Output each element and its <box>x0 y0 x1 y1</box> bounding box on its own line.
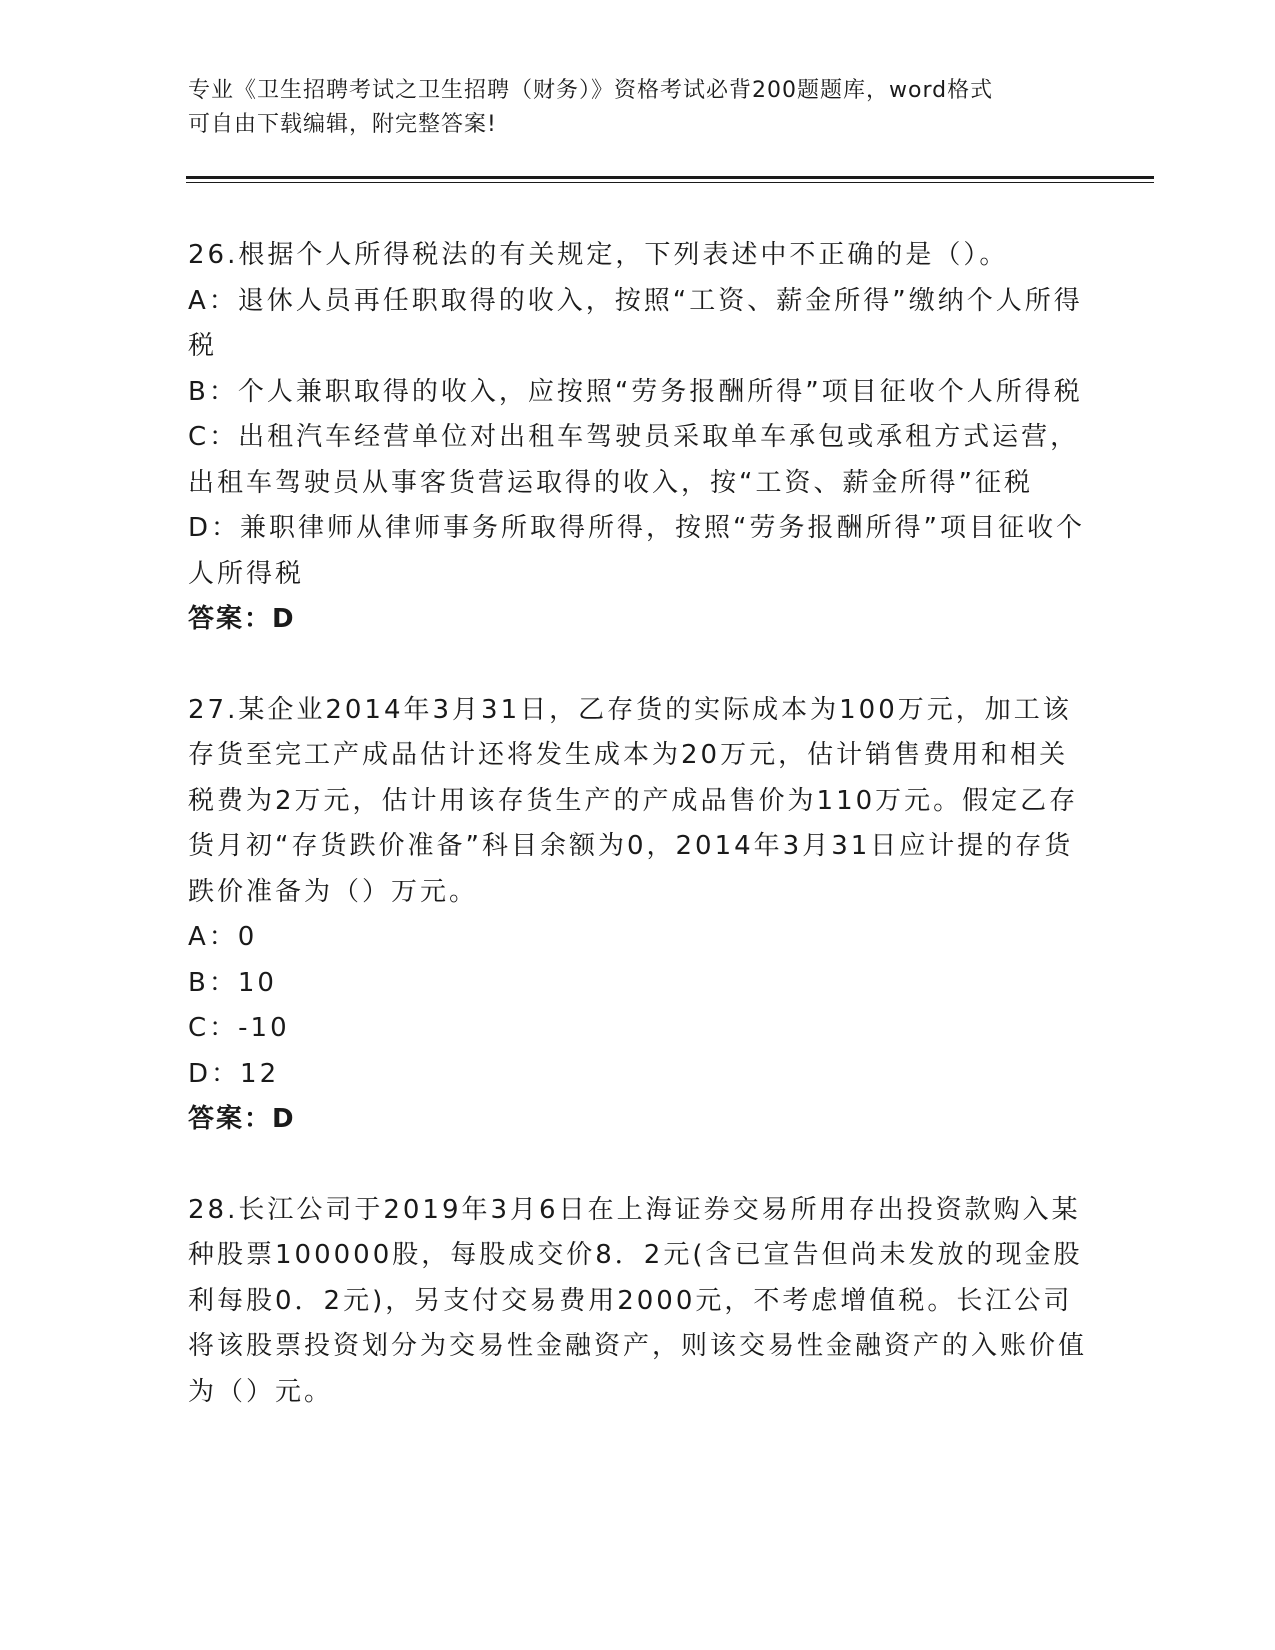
question-26 <box>188 233 1088 643</box>
header-title-line-2: 可自由下载编辑，附完整答案! <box>188 112 497 137</box>
question-stem: 26.根据个人所得税法的有关规定，下列表述中不正确的是（）。 <box>188 240 1009 270</box>
header-title-line-1: 专业《卫生招聘考试之卫生招聘（财务）》资格考试必背200题题库，word格式 <box>188 78 994 103</box>
option-c: C：出租汽车经营单位对出租车驾驶员采取单车承包或承租方式运营，出租车驾驶员从事客货营运取得的收入，按“工资、薪金所得”征税 <box>188 422 1080 498</box>
option-a: A：0 <box>188 922 258 952</box>
option-d: D：12 <box>188 1058 280 1089</box>
answer-line: 答案：D <box>188 604 296 634</box>
question-27 <box>188 688 1088 1143</box>
header-divider-thick <box>186 176 1154 179</box>
answer-line: 答案：D <box>188 1104 296 1134</box>
option-a: A：退休人员再任职取得的收入，按照“工资、薪金所得”缴纳个人所得税 <box>188 285 1083 361</box>
question-stem: 28.长江公司于2019年3月6日在上海证券交易所用存出投资款购入某种股票100000股，每股成交价8．2元(含已宣告但尚未发放的现金股利每股0．2元)，另支付交易费用2000元，不考虑增值税。长江公司将该股票投资划分为交易性金融资产，则该交易性金融资产的入账价值为（）元。 <box>188 1194 1088 1407</box>
document-header <box>188 74 1068 142</box>
option-b: B：10 <box>188 967 277 998</box>
question-list <box>188 233 1088 1460</box>
option-b: B：个人兼职取得的收入，应按照“劳务报酬所得”项目征收个人所得税 <box>188 376 1083 407</box>
option-d: D：兼职律师从律师事务所取得所得，按照“劳务报酬所得”项目征收个人所得税 <box>188 513 1085 589</box>
question-stem: 27.某企业2014年3月31日，乙存货的实际成本为100万元，加工该存货至完工产成品估计还将发生成本为20万元，估计销售费用和相关税费为2万元，估计用该存货生产的产成品售价为110万元。假定乙存货月初“存货跌价准备”科目余额为0，2014年3月31日应计提的存货跌价准备为（）万元。 <box>188 694 1079 907</box>
header-divider-thin <box>186 182 1154 183</box>
option-c: C：-10 <box>188 1013 290 1043</box>
question-28 <box>188 1188 1088 1416</box>
